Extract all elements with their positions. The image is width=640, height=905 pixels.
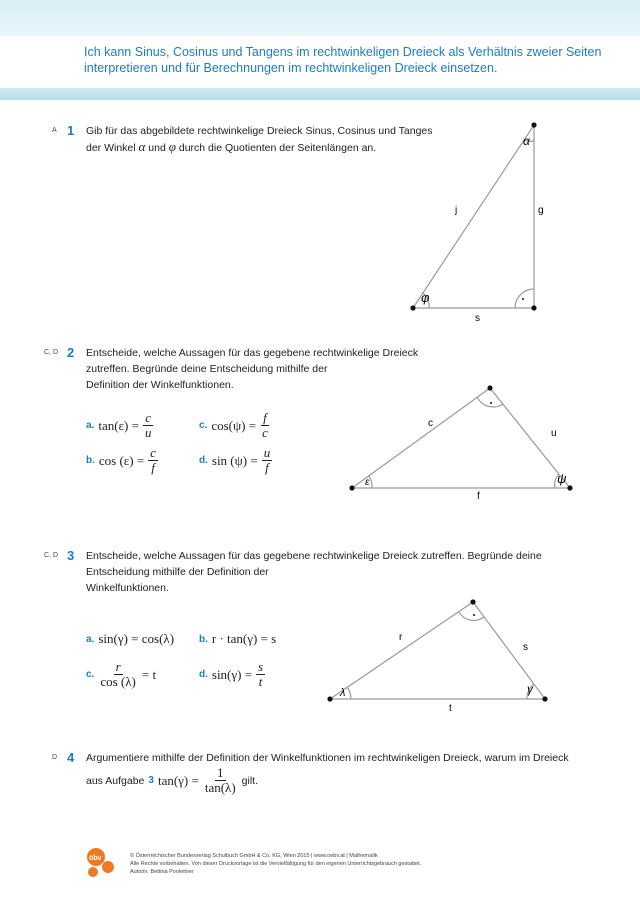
- task-4-text: Argumentiere mithilfe der Definition der Winkelfunktionen im rechtwinkeligen Dreieck, warum im Dreieck: [86, 752, 569, 764]
- task-2-number: 2: [67, 345, 75, 360]
- task-3-number: 3: [67, 548, 75, 563]
- task-2-option-d: d. sin (ψ) = $\frac{u}{f}$: [199, 445, 271, 475]
- header-band-top: [0, 0, 640, 36]
- triangle-figure-1: [400, 115, 560, 330]
- side-u-label: u: [551, 428, 557, 439]
- task-3-option-d: d. sin(γ) = $\frac{s}{t}$: [199, 659, 264, 689]
- task-3-option-b: b. r · tan(γ) = s: [199, 631, 277, 646]
- svg-text:öbv: öbv: [89, 855, 102, 862]
- task-1-tag: A: [52, 127, 57, 134]
- angle-gamma-label: γ: [527, 682, 533, 696]
- footer-copyright: © Österreichischer Bundesverlag Schulbuch GmbH & Co. KG, Wien 2015 | www.oebv.at | Mathematik Alle Rechte vorbehalten. Von dieser Druckvorlage ist die Vervielfältigung für den eigenen Unterrichtsgebrauch gestattet. Autorin: Bettina Ponleitner: [130, 853, 422, 875]
- task-3-option-a: a. sin(γ) = cos(λ): [86, 631, 175, 646]
- task-4-formula-line: aus Aufgabe 3 tan(γ) = $\frac{1}{\tan(\lambda)}$ gilt.: [86, 765, 259, 795]
- task-2-text: Entscheide, welche Aussagen für das gegebene rechtwinkelige Dreieck zutreffen. Begründe deine Entscheidung mithilfe der Definition der Winkelfunktionen.: [86, 347, 419, 391]
- side-s-label-3: s: [523, 642, 528, 653]
- oebv-logo-icon: [84, 846, 118, 880]
- angle-alpha-label: α: [523, 134, 530, 148]
- task-2-option-c: c. cos(ψ) = $\frac{f}{c}$: [199, 410, 268, 440]
- task-3-text: Entscheide, welche Aussagen für das gegebene rechtwinkelige Dreieck zutreffen. Begründe deine Entscheidung mithilfe der Definition der Winkelfunktionen.: [86, 550, 542, 594]
- publisher-logo: [84, 846, 118, 880]
- task-1-text: Gib für das abgebildete rechtwinkelige Dreieck Sinus, Cosinus und Tanges der Winkel α und φ durch die Quotienten der Seitenlängen an.: [86, 125, 433, 154]
- task-4-number: 4: [67, 750, 75, 765]
- task-2-option-a: a. tan(ε) = $\frac{c}{u}$: [86, 410, 152, 440]
- task-4-tag: D: [52, 754, 58, 761]
- learning-goal: Ich kann Sinus, Cosinus und Tangens im rechtwinkeligen Dreieck als Verhältnis zweier Seiten interpretieren und für Berechnungen im rechtwinkeligen Dreieck einsetzen.: [84, 45, 602, 75]
- side-j-label: j: [455, 205, 458, 216]
- side-s-label: s: [475, 313, 480, 324]
- triangle-figure-3: [318, 592, 558, 717]
- task-3-tag: C, D: [44, 552, 58, 559]
- side-r-label: r: [399, 632, 403, 643]
- task-2-option-b: b. cos (ε) = $\frac{c}{f}$: [86, 445, 156, 475]
- angle-psi-label: ψ: [557, 471, 567, 486]
- side-t-label: t: [449, 703, 452, 714]
- task-2-tag: C, D: [44, 349, 58, 356]
- header-band-bottom: [0, 88, 640, 100]
- side-f-label: f: [477, 491, 480, 502]
- triangle-figure-2: [340, 378, 590, 508]
- task-1-number: 1: [67, 123, 75, 138]
- task-3-option-c: c. $\frac{r}{\cos (\lambda)}$ = t: [86, 659, 157, 689]
- angle-epsilon-label: ε: [365, 477, 370, 488]
- side-c-label: c: [428, 418, 433, 429]
- angle-phi-label: φ: [421, 290, 430, 305]
- angle-lambda-label: λ: [340, 687, 346, 699]
- side-g-label: g: [538, 205, 544, 216]
